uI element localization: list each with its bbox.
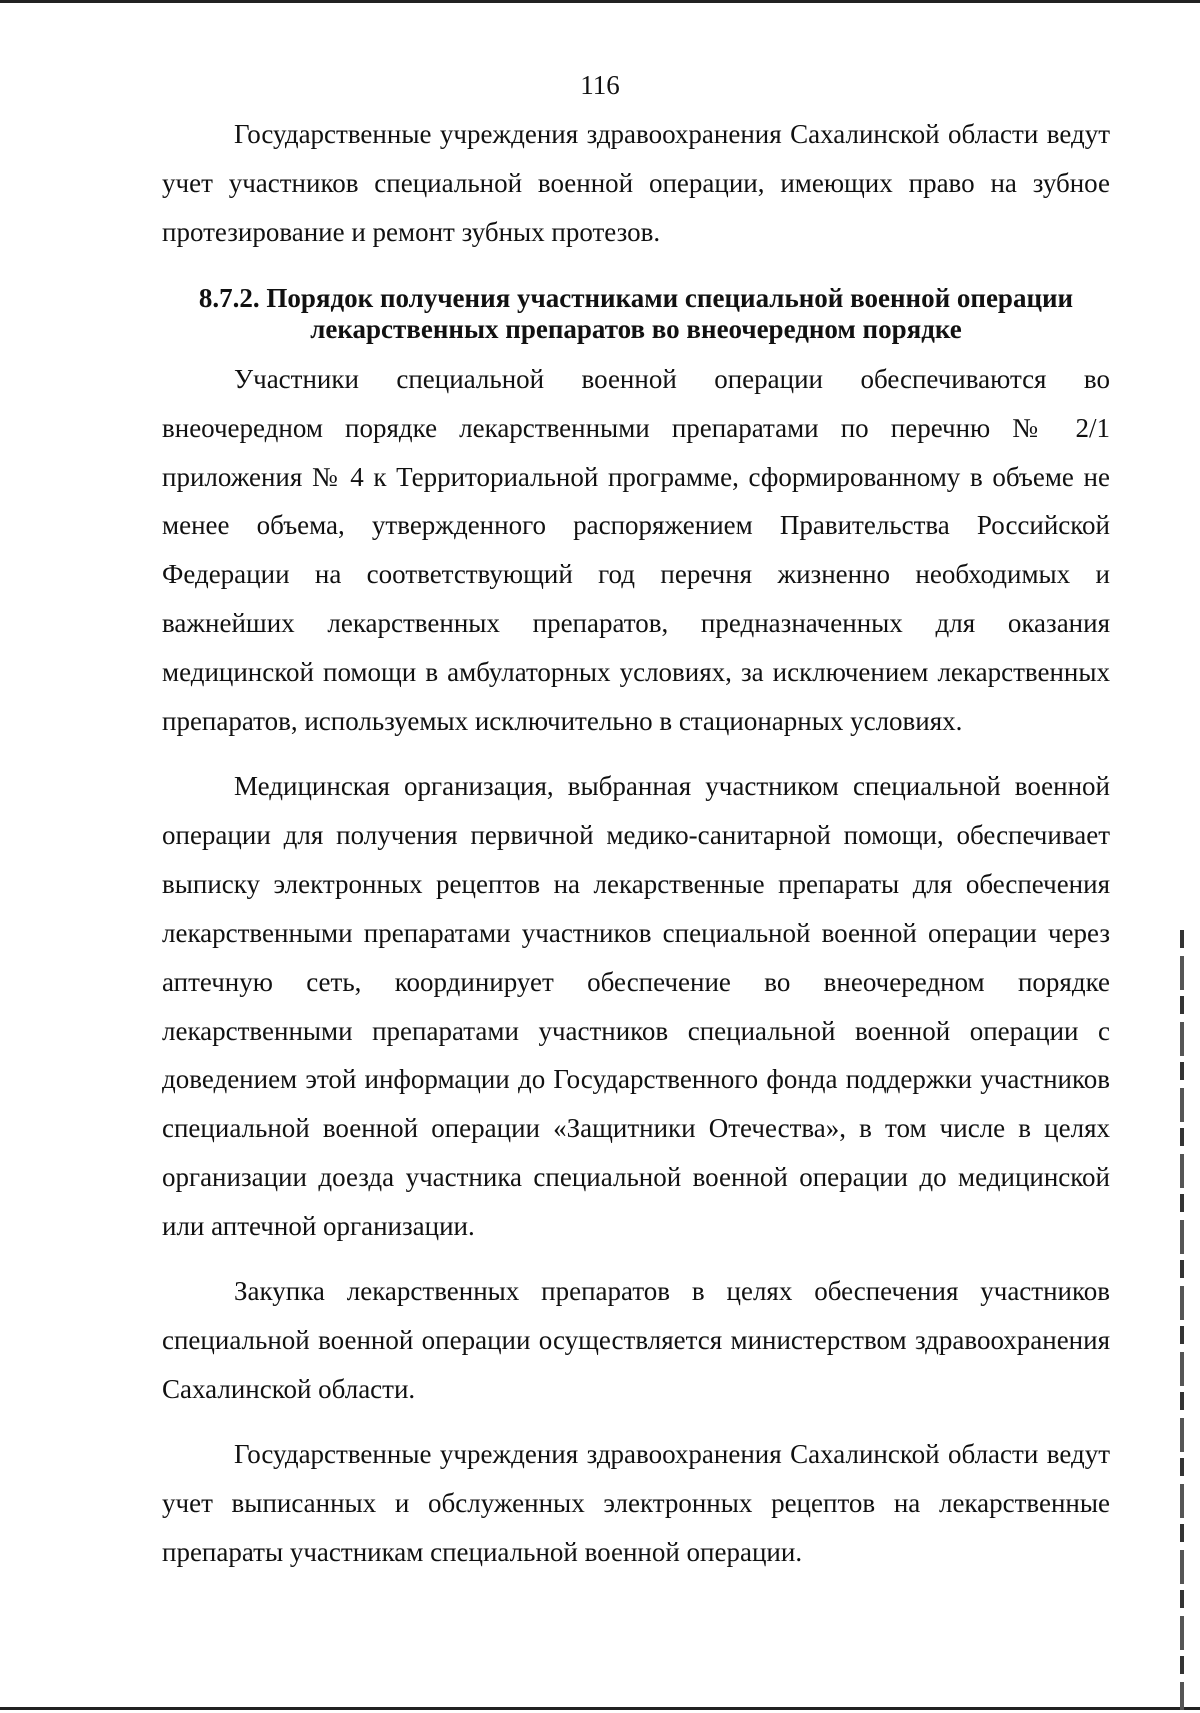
body-paragraph-4: Государственные учреждения здравоохранения Сахалинской области ведут учет выписанных и обслуженных электронных рецептов на лекарственные препараты участникам специальной военной операции. — [162, 1438, 1110, 1567]
section-heading-line-1: 8.7.2. Порядок получения участниками специальной военной операции — [198, 282, 1074, 313]
scan-edge-right — [1180, 930, 1184, 1710]
page-number: 116 — [580, 70, 620, 100]
scan-edge-bottom — [0, 1707, 1200, 1710]
body-paragraph-1: Участники специальной военной операции обеспечиваются во внеочередном порядке лекарственными препаратами по перечню № 2/1 приложения № 4 к Территориальной программе, сформированному в объеме не менее объема, утвержденного распоряжением Правительства Российской Федерации на соответствующий год перечня жизненно необходимых и важнейших лекарственных препаратов, предназначенных для оказания медицинской помощи в амбулаторных условиях, за исключением лекарственных препаратов, используемых исключительно в стационарных условиях. — [162, 363, 1110, 737]
body-paragraph-2: Медицинская организация, выбранная участником специальной военной операции для получения первичной медико-санитарной помощи, обеспечивает выписку электронных рецептов на лекарственные препараты для обеспечения лекарственными препаратами участников специальной военной операции через аптечную сеть, координирует обеспечение во внеочередном порядке лекарственными препаратами участников специальной военной операции с доведением этой информации до Государственного фонда поддержки участников специальной военной операции «Защитники Отечества», в том числе в целях организации доезда участника специальной военной операции до медицинской или аптечной организации. — [162, 770, 1110, 1242]
body-paragraph-3: Закупка лекарственных препаратов в целях обеспечения участников специальной военной операции осуществляется министерством здравоохранения Сахалинской области. — [162, 1276, 1110, 1404]
scan-edge-top — [0, 0, 1200, 3]
intro-paragraph: Государственные учреждения здравоохранения Сахалинской области ведут учет участников специальной военной операции, имеющих право на зубное протезирование и ремонт зубных протезов. — [162, 119, 1110, 247]
section-heading-line-2: лекарственных препаратов во внеочередном порядке — [310, 313, 962, 344]
document-body — [162, 110, 1110, 1576]
section-heading — [162, 283, 1110, 345]
